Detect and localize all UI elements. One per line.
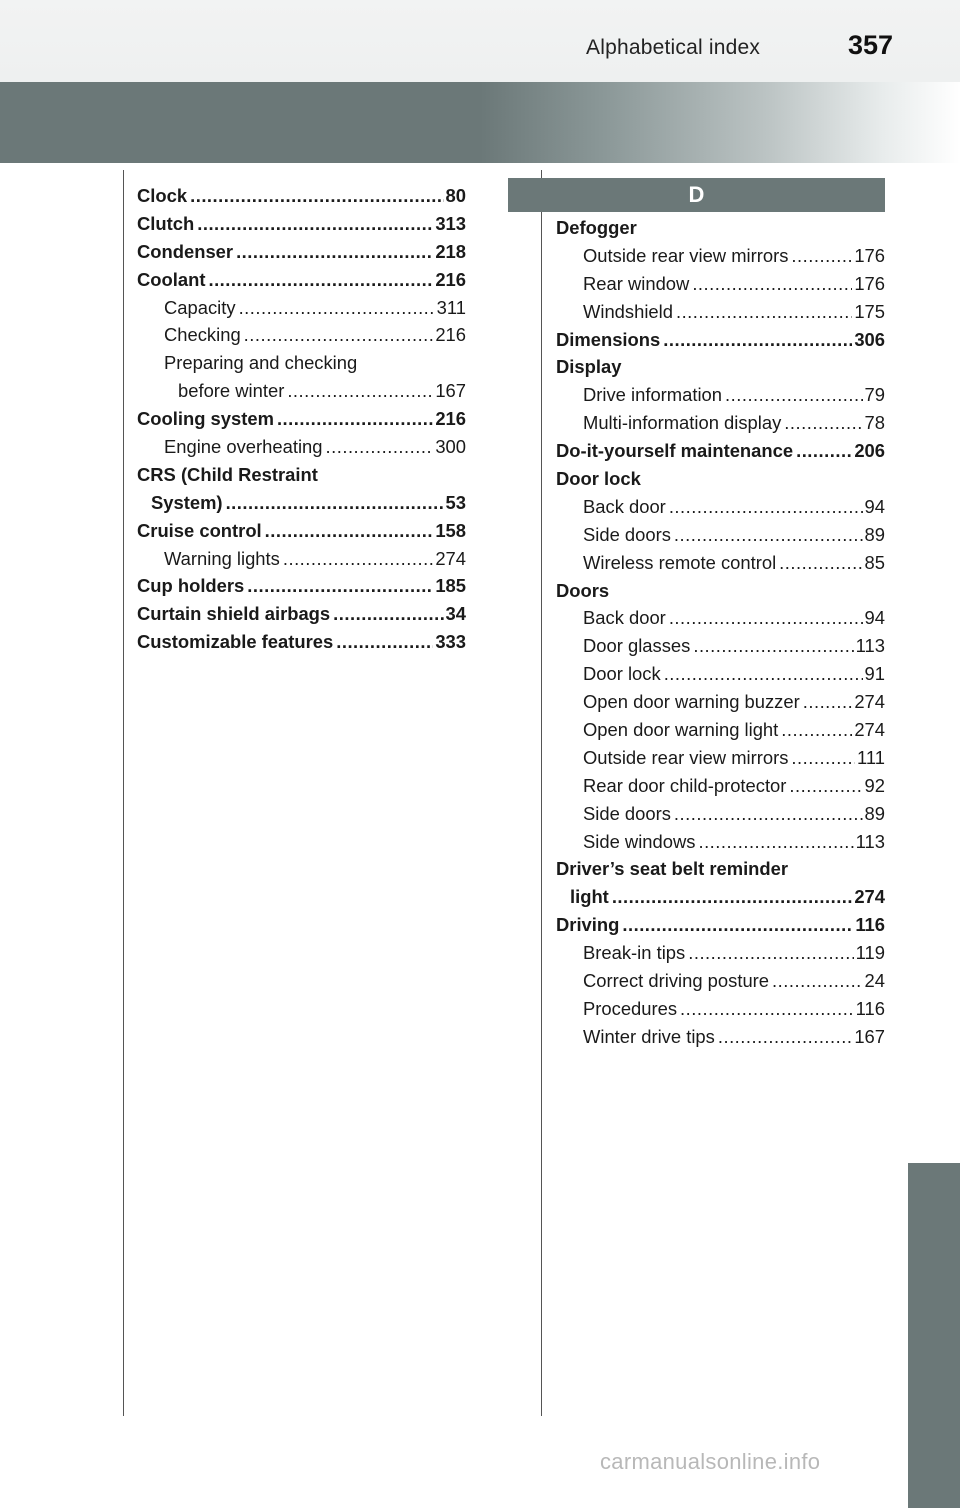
index-entry xyxy=(137,517,466,545)
index-entry-label: Cruise control xyxy=(137,519,262,541)
dot-leader xyxy=(674,521,863,549)
index-entry-label: Doors xyxy=(556,579,610,601)
index-entry xyxy=(556,604,885,632)
index-entry-page: 313 xyxy=(435,212,466,234)
dot-leader xyxy=(277,405,433,433)
index-entry xyxy=(137,545,466,573)
index-entry xyxy=(556,493,885,521)
index-entry-page: 167 xyxy=(854,1025,885,1047)
index-entry-page: 92 xyxy=(864,774,885,796)
dot-leader xyxy=(236,238,433,266)
dot-leader xyxy=(791,242,852,270)
index-entry-label: before winter xyxy=(178,380,285,402)
index-entry-page: 94 xyxy=(864,607,885,629)
dot-leader xyxy=(244,321,434,349)
index-entry-label: Open door warning buzzer xyxy=(583,691,800,713)
dot-leader xyxy=(336,628,433,656)
index-entry-page: 306 xyxy=(854,328,885,350)
dot-leader xyxy=(669,604,863,632)
index-column-left xyxy=(137,182,466,656)
index-entry xyxy=(556,214,885,242)
index-entry-label: Side doors xyxy=(583,523,671,545)
index-entry-page: 274 xyxy=(854,719,885,741)
index-entry-label: light xyxy=(570,886,609,908)
dot-leader xyxy=(326,433,434,461)
index-column-right xyxy=(556,214,885,1051)
index-entry-page: 78 xyxy=(864,412,885,434)
index-entry-label: Side windows xyxy=(583,830,696,852)
index-entry-label: Cup holders xyxy=(137,575,245,597)
index-entry-page: 116 xyxy=(855,997,885,1019)
index-entry-page: 80 xyxy=(445,185,466,206)
index-entry-page: 167 xyxy=(435,380,466,402)
index-entry-label: Clock xyxy=(137,185,188,206)
dot-leader xyxy=(772,967,863,995)
index-entry xyxy=(137,405,466,433)
index-entry-label: Multi-information display xyxy=(583,412,782,434)
index-entry-page: 91 xyxy=(864,663,885,685)
dot-leader xyxy=(803,688,853,716)
index-entry xyxy=(556,1023,885,1051)
index-entry-page: 113 xyxy=(855,635,885,657)
index-entry-label: Back door xyxy=(583,607,666,629)
index-entry xyxy=(137,461,466,489)
index-entry-page: 216 xyxy=(435,268,466,290)
dot-leader xyxy=(688,939,853,967)
column-divider-right xyxy=(541,170,542,1416)
index-entry xyxy=(556,381,885,409)
page-header xyxy=(0,0,960,82)
index-entry xyxy=(556,939,885,967)
dot-leader xyxy=(698,828,853,856)
watermark: carmanualsonline.info xyxy=(600,1449,821,1474)
index-entry xyxy=(137,349,466,377)
dot-leader xyxy=(779,549,862,577)
page-number: 357 xyxy=(848,30,894,60)
dot-leader xyxy=(208,266,433,294)
index-entry-page: 119 xyxy=(855,942,885,964)
index-entry-page: 216 xyxy=(435,324,466,346)
dot-leader xyxy=(693,632,853,660)
index-entry xyxy=(556,883,885,911)
index-entry xyxy=(556,772,885,800)
index-entry-page: 216 xyxy=(435,408,466,430)
index-entry xyxy=(556,298,885,326)
index-entry-label: Do-it-yourself maintenance xyxy=(556,440,794,462)
index-entry xyxy=(556,577,885,605)
index-entry-page: 175 xyxy=(854,300,885,322)
index-entry xyxy=(137,238,466,266)
header-title: Alphabetical index xyxy=(586,36,761,59)
index-entry-label: Driver’s seat belt reminder xyxy=(556,858,789,880)
dot-leader xyxy=(197,210,433,238)
index-entry-label: Winter drive tips xyxy=(583,1025,715,1047)
dot-leader xyxy=(612,883,853,911)
index-entry-page: 158 xyxy=(435,519,466,541)
index-entry-page: 79 xyxy=(864,384,885,406)
index-entry-page: 274 xyxy=(854,886,885,908)
index-entry xyxy=(556,549,885,577)
index-entry-label: Condenser xyxy=(137,240,234,262)
dot-leader xyxy=(287,377,433,405)
index-entry xyxy=(137,600,466,628)
index-entry xyxy=(556,911,885,939)
index-entry xyxy=(556,828,885,856)
index-entry-page: 34 xyxy=(445,603,466,625)
dot-leader xyxy=(190,182,443,210)
index-entry-label: Outside rear view mirrors xyxy=(583,746,789,768)
index-entry-label: Rear door child-protector xyxy=(583,774,787,796)
dot-leader xyxy=(333,600,443,628)
index-entry-page: 206 xyxy=(854,440,885,462)
index-entry xyxy=(556,437,885,465)
index-entry xyxy=(556,353,885,381)
index-entry xyxy=(137,628,466,656)
dot-leader xyxy=(247,572,433,600)
section-letter-header: D xyxy=(508,178,885,212)
index-entry-label: Checking xyxy=(164,324,241,346)
index-entry-label: Curtain shield airbags xyxy=(137,603,331,625)
index-entry-label: Drive information xyxy=(583,384,722,406)
index-entry xyxy=(137,433,466,461)
index-entry-label: Wireless remote control xyxy=(583,551,777,573)
dot-leader xyxy=(692,270,852,298)
dot-leader xyxy=(669,493,863,521)
index-entry-label: Engine overheating xyxy=(164,436,323,458)
dot-leader xyxy=(265,517,434,545)
index-entry xyxy=(137,294,466,322)
index-entry xyxy=(137,266,466,294)
index-entry-page: 274 xyxy=(435,547,466,569)
dot-leader xyxy=(784,409,862,437)
index-entry xyxy=(556,967,885,995)
index-entry-label: Door lock xyxy=(583,663,661,685)
index-entry xyxy=(137,572,466,600)
dot-leader xyxy=(718,1023,852,1051)
index-entry-label: Correct driving posture xyxy=(583,970,770,992)
index-entry-label: Defogger xyxy=(556,217,637,238)
dot-leader xyxy=(622,911,853,939)
index-entry xyxy=(556,855,885,883)
index-entry-label: Driving xyxy=(556,914,620,936)
index-entry xyxy=(556,242,885,270)
index-entry-label: Break-in tips xyxy=(583,942,686,964)
index-entry-page: 176 xyxy=(854,244,885,266)
dot-leader xyxy=(680,995,854,1023)
index-entry-label: Display xyxy=(556,356,622,378)
index-entry xyxy=(556,995,885,1023)
dot-leader xyxy=(226,489,444,517)
index-entry xyxy=(556,688,885,716)
index-entry xyxy=(556,800,885,828)
index-entry-label: Door lock xyxy=(556,468,641,490)
index-entry xyxy=(556,270,885,298)
index-entry-label: Outside rear view mirrors xyxy=(583,244,789,266)
index-entry-label: Side doors xyxy=(583,802,671,824)
index-entry xyxy=(556,326,885,354)
index-entry xyxy=(137,182,466,210)
index-entry xyxy=(137,210,466,238)
index-entry xyxy=(556,465,885,493)
index-entry xyxy=(556,521,885,549)
index-entry-page: 274 xyxy=(854,691,885,713)
index-entry-label: Back door xyxy=(583,495,666,517)
index-entry xyxy=(137,321,466,349)
dot-leader xyxy=(663,326,852,354)
index-entry xyxy=(556,409,885,437)
index-entry-page: 111 xyxy=(857,746,885,768)
index-entry xyxy=(137,489,466,517)
index-entry-page: 116 xyxy=(855,914,885,936)
index-entry-page: 85 xyxy=(864,551,885,573)
index-entry-label: Cooling system xyxy=(137,408,274,430)
index-entry xyxy=(556,632,885,660)
dot-leader xyxy=(239,294,435,322)
index-entry-page: 333 xyxy=(435,631,466,653)
index-entry xyxy=(556,744,885,772)
index-entry-label: Rear window xyxy=(583,272,690,294)
index-entry-page: 185 xyxy=(435,575,466,597)
index-entry-label: Door glasses xyxy=(583,635,691,657)
index-entry-label: Procedures xyxy=(583,997,678,1019)
index-entry-page: 94 xyxy=(864,495,885,517)
index-entry-label: Capacity xyxy=(164,296,236,318)
index-entry-page: 176 xyxy=(854,272,885,294)
index-entry-label: Preparing and checking xyxy=(164,352,358,374)
dot-leader xyxy=(676,298,852,326)
dot-leader xyxy=(283,545,433,573)
dot-leader xyxy=(664,660,863,688)
index-entry xyxy=(556,660,885,688)
index-entry-page: 311 xyxy=(436,296,466,318)
dot-leader xyxy=(796,437,852,465)
index-entry-page: 300 xyxy=(435,436,466,458)
index-entry-page: 89 xyxy=(864,802,885,824)
column-divider-left xyxy=(123,170,124,1416)
index-entry-page: 89 xyxy=(864,523,885,545)
dot-leader xyxy=(674,800,863,828)
index-entry xyxy=(556,716,885,744)
index-entry-page: 53 xyxy=(445,491,466,513)
index-entry-page: 113 xyxy=(855,830,885,852)
header-band xyxy=(0,82,960,163)
index-entry-page: 218 xyxy=(435,240,466,262)
dot-leader xyxy=(789,772,862,800)
dot-leader xyxy=(725,381,863,409)
dot-leader xyxy=(791,744,855,772)
dot-leader xyxy=(781,716,852,744)
index-entry-label: System) xyxy=(151,491,223,513)
index-entry-label: Dimensions xyxy=(556,328,661,350)
index-entry-label: Clutch xyxy=(137,212,195,234)
index-entry-label: Warning lights xyxy=(164,547,280,569)
index-entry-label: Customizable features xyxy=(137,631,334,653)
index-entry-label: CRS (Child Restraint xyxy=(137,463,318,485)
index-entry-label: Windshield xyxy=(583,300,673,322)
chapter-side-tab xyxy=(908,1163,960,1508)
index-entry-page: 24 xyxy=(864,970,885,992)
index-entry xyxy=(137,377,466,405)
index-entry-label: Open door warning light xyxy=(583,719,779,741)
index-entry-label: Coolant xyxy=(137,268,206,290)
